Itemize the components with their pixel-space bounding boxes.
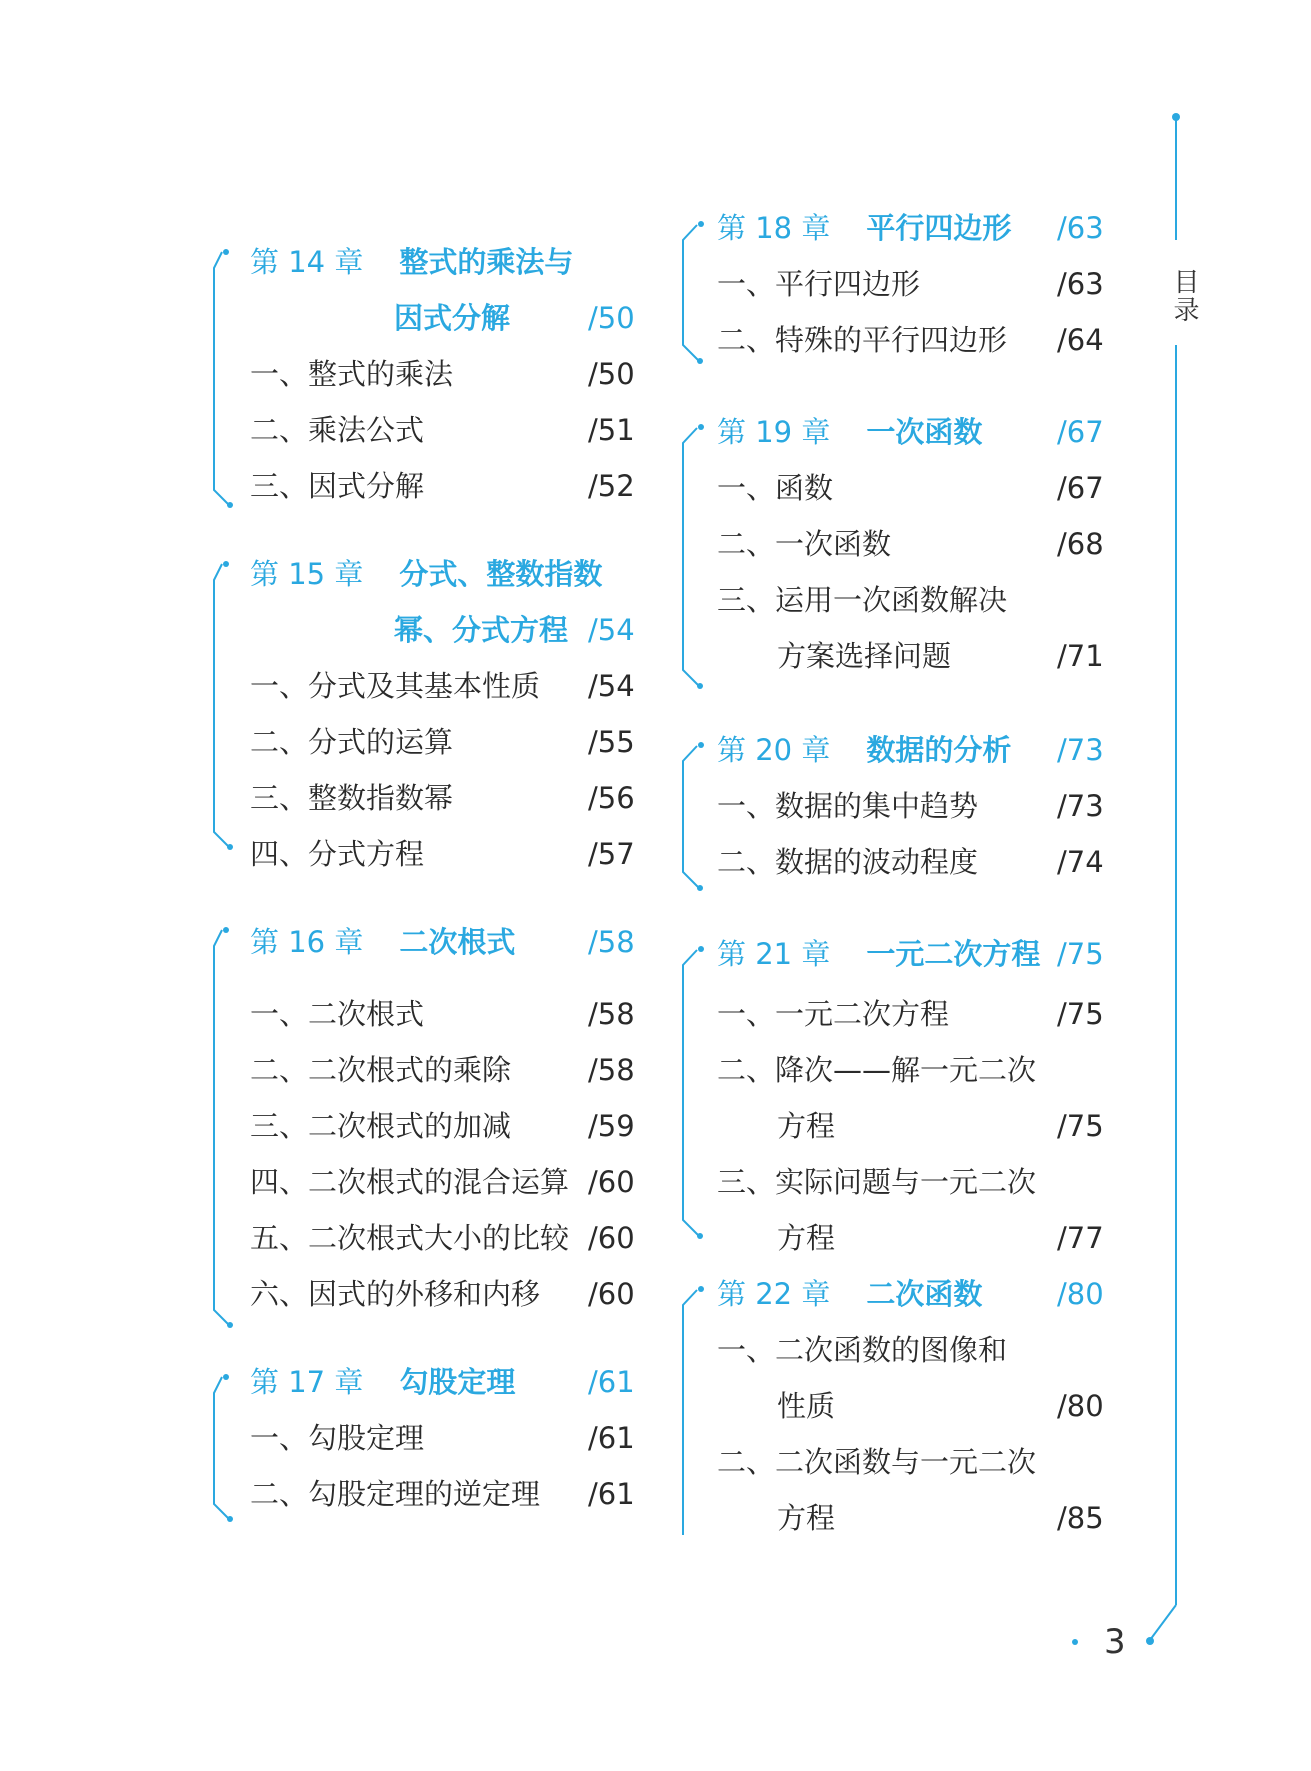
toc-item: 二、降次——解一元二次 [717,1053,1037,1087]
chapter-title: 勾股定理 [399,1365,516,1399]
chapter-17-heading [250,1360,640,1404]
chapter-title: 分式、整数指数 [399,557,603,591]
chapter-label: 第 19 章 [717,415,831,449]
toc-item: 二、勾股定理的逆定理 /61 [250,1477,635,1511]
toc-item: 一、二次函数的图像和 [717,1333,1008,1367]
chapter-label: 第 16 章 [250,925,364,959]
page-number: 3 [1104,1622,1126,1662]
toc-item: 二、二次函数与一元二次 [717,1445,1037,1479]
toc-item: 二、乘法公式 /51 [250,413,635,447]
toc-item-cont: 性质 /80 [777,1389,1104,1423]
toc-item-cont: 方程 /77 [777,1221,1104,1255]
toc-item-cont: 方程 /85 [777,1501,1104,1535]
chapter-title: 一元二次方程 [866,937,1041,971]
toc-item: 一、整式的乘法 /50 [250,357,635,391]
toc-item: 三、因式分解 /52 [250,469,635,503]
chapter-page: /73 [1057,733,1104,767]
chapter-page: /50 [588,301,635,335]
chapter-page: /61 [588,1365,635,1399]
chapter-label: 第 20 章 [717,733,831,767]
chapter-page: /75 [1057,937,1104,971]
toc-item: 四、分式方程 /57 [250,837,635,871]
toc-item: 六、因式的外移和内移 /60 [250,1277,635,1311]
toc-item: 一、函数 /67 [717,471,1104,505]
toc-item: 二、分式的运算 /55 [250,725,635,759]
chapter-14-heading [250,240,640,284]
chapter-page: /58 [588,925,635,959]
chapter-page: /67 [1057,415,1104,449]
chapter-label: 第 22 章 [717,1277,831,1311]
toc-item: 四、二次根式的混合运算 /60 [250,1165,635,1199]
chapter-22-heading [717,1272,1107,1316]
chapter-19-heading [717,410,1107,454]
chapter-21-heading [717,932,1107,976]
chapter-label: 第 14 章 [250,245,364,279]
chapter-15-heading [250,552,640,596]
toc-item: 三、整数指数幂 /56 [250,781,635,815]
chapter-title-cont: 幂、分式方程 [394,613,569,647]
toc-item: 一、勾股定理 /61 [250,1421,635,1455]
chapter-label: 第 15 章 [250,557,364,591]
chapter-20-heading [717,728,1107,772]
chapter-title: 整式的乘法与 [399,245,574,279]
toc-item: 一、分式及其基本性质 /54 [250,669,635,703]
chapter-18-heading [717,206,1107,250]
chapter-title-cont: 因式分解 [394,301,511,335]
chapter-page: /54 [588,613,635,647]
chapter-14-heading-cont [250,296,640,340]
toc-item: 二、二次根式的乘除 /58 [250,1053,635,1087]
toc-item-cont: 方案选择问题 /71 [777,639,1104,673]
chapter-16-heading [250,920,640,964]
chapter-15-heading-cont [250,608,640,652]
toc-item: 三、实际问题与一元二次 [717,1165,1037,1199]
toc-item: 五、二次根式大小的比较 /60 [250,1221,635,1255]
chapter-page: /80 [1057,1277,1104,1311]
chapter-label: 第 17 章 [250,1365,364,1399]
chapter-title: 平行四边形 [866,211,1012,245]
chapter-title: 一次函数 [866,415,983,449]
toc-item: 三、运用一次函数解决 [717,583,1008,617]
toc-item: 一、平行四边形 /63 [717,267,1104,301]
chapter-title: 二次根式 [399,925,516,959]
chapter-page: /63 [1057,211,1104,245]
toc-item: 二、数据的波动程度 /74 [717,845,1104,879]
toc-item: 一、一元二次方程 /75 [717,997,1104,1031]
toc-item: 一、数据的集中趋势 /73 [717,789,1104,823]
toc-item: 二、一次函数 /68 [717,527,1104,561]
toc-item-cont: 方程 /75 [777,1109,1104,1143]
chapter-label: 第 21 章 [717,937,831,971]
toc-item: 二、特殊的平行四边形 /64 [717,323,1104,357]
side-label: 目录 [1169,268,1199,324]
toc-item: 一、二次根式 /58 [250,997,635,1031]
chapter-title: 二次函数 [866,1277,983,1311]
toc-item: 三、二次根式的加减 /59 [250,1109,635,1143]
chapter-label: 第 18 章 [717,211,831,245]
chapter-title: 数据的分析 [866,733,1012,767]
